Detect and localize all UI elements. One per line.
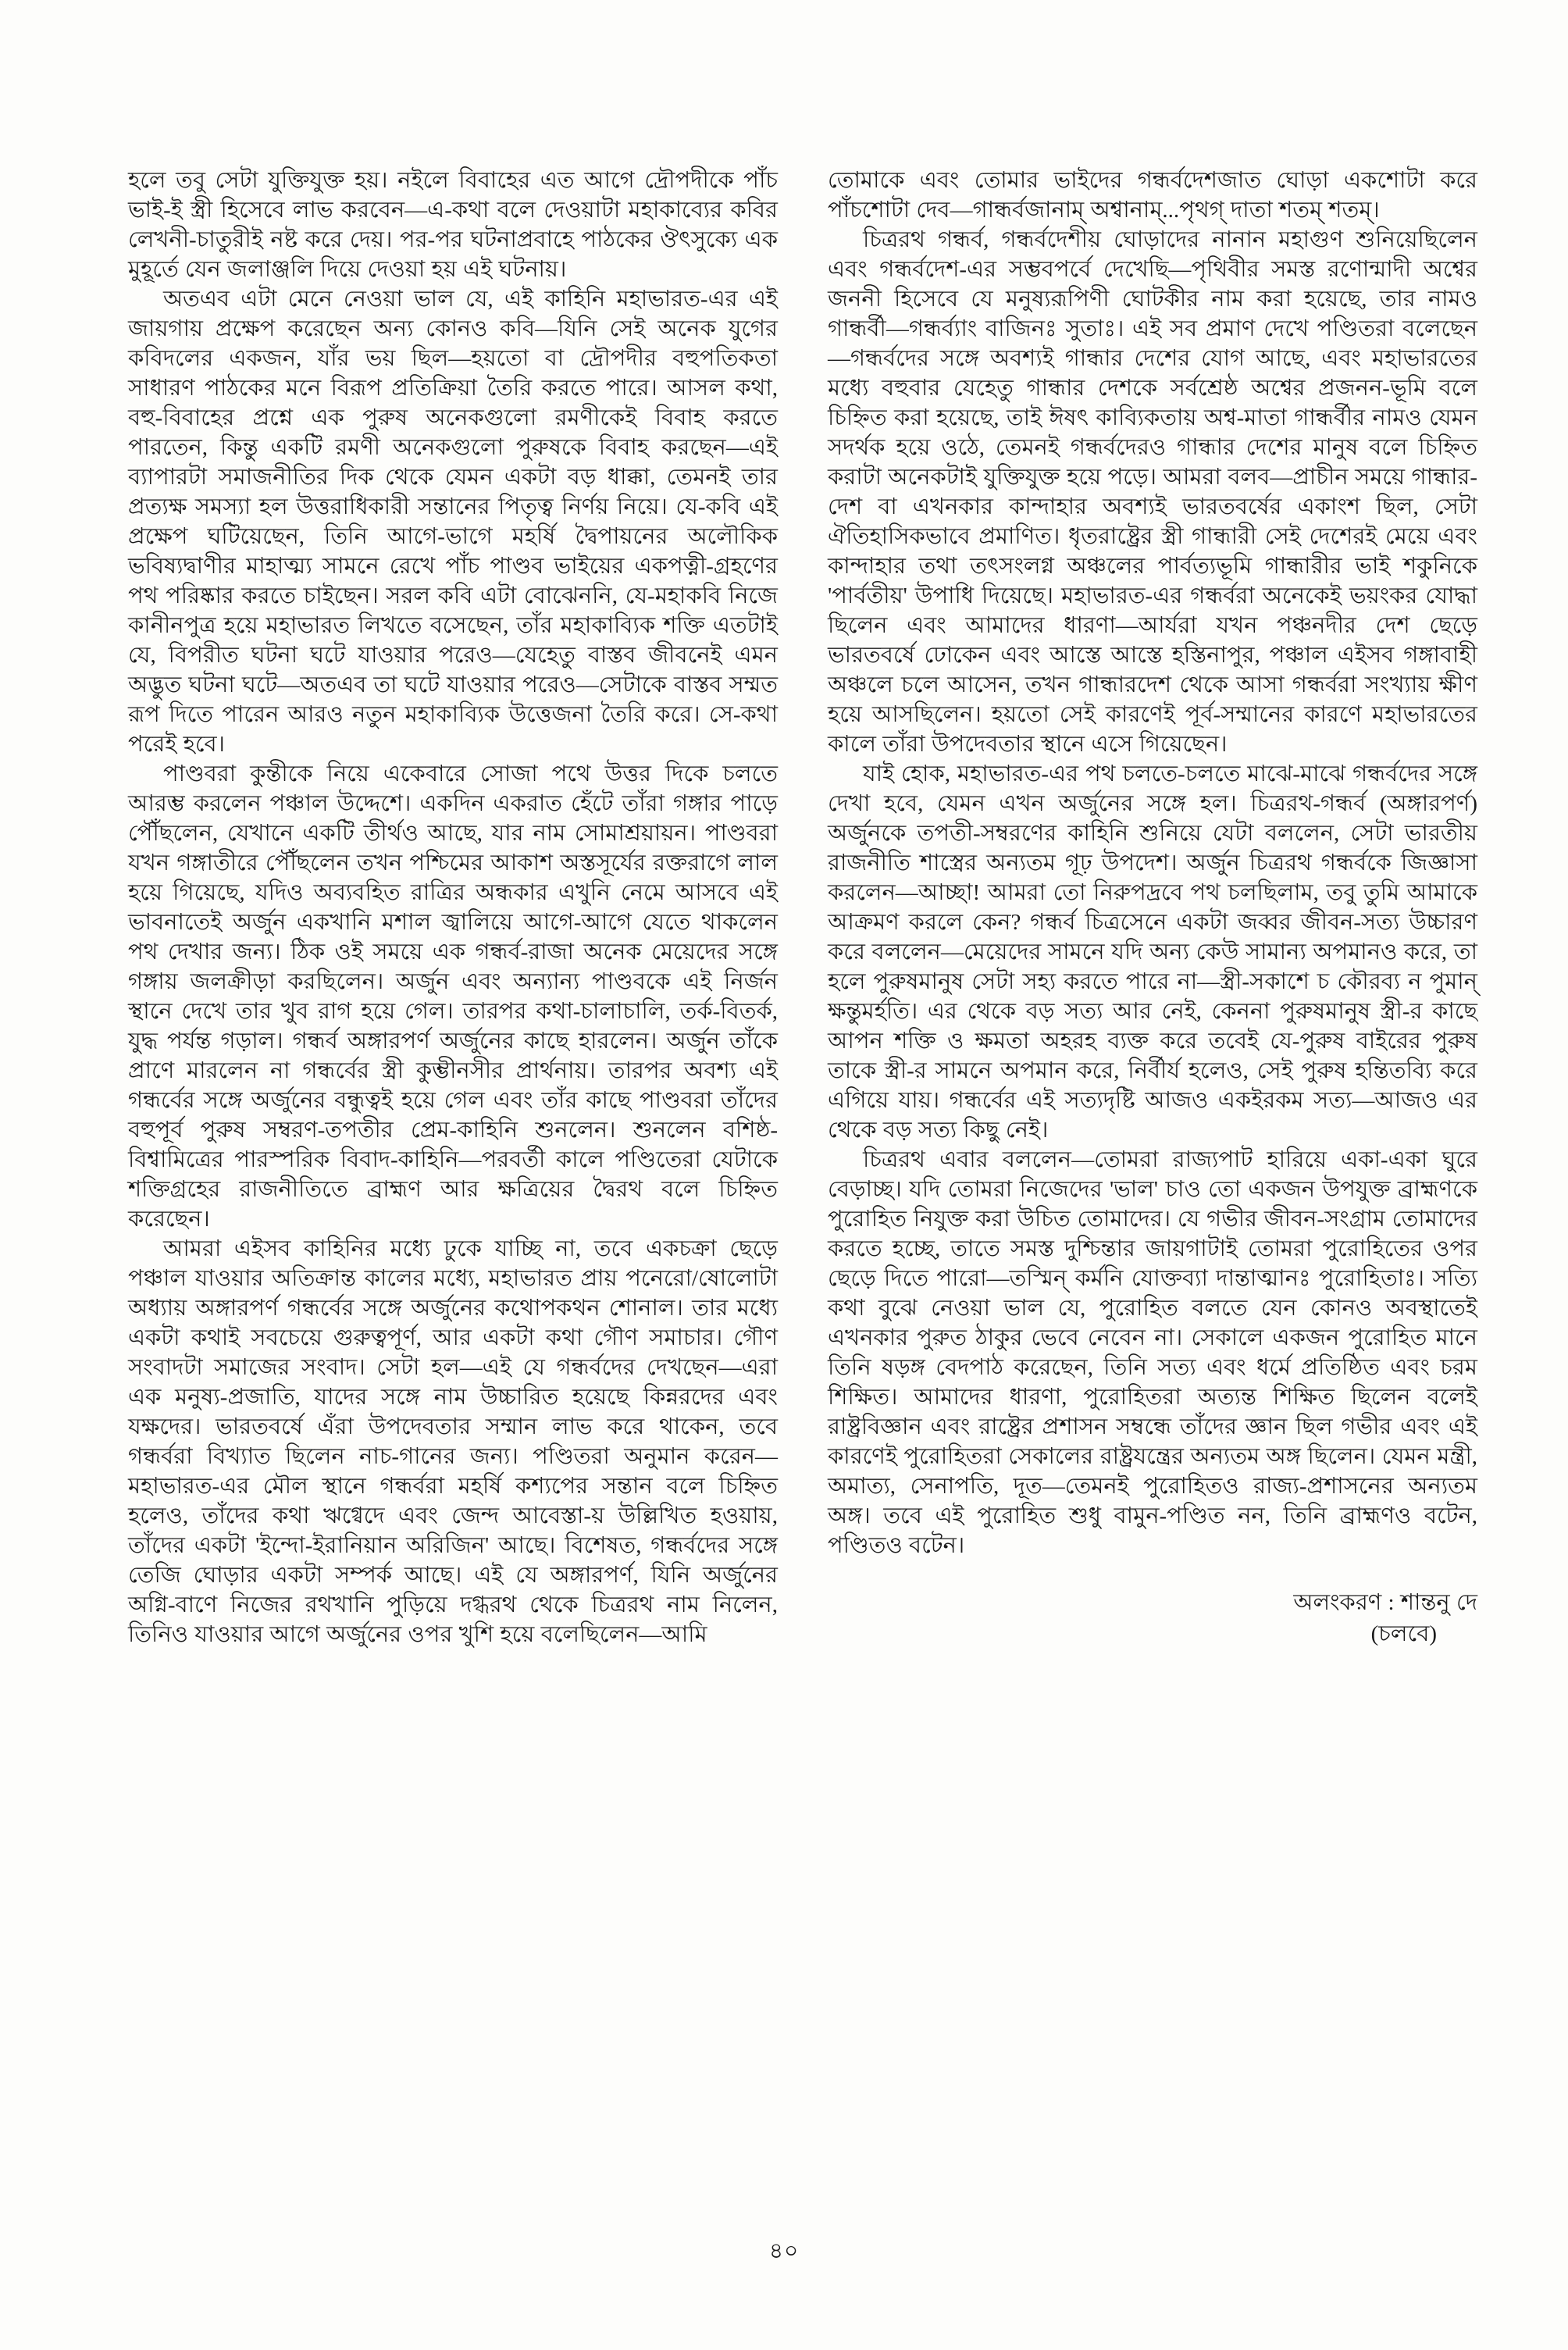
paragraph: চিত্ররথ এবার বললেন—তোমরা রাজ্যপাট হারিয়ে একা-একা ঘুরে বেড়াচ্ছ। যদি তোমরা নিজেদের 'ভাল' চাও তো একজন উপযুক্ত ব্রাহ্মণকে পুরোহিত নিযুক্ত করা উচিত তোমাদের। যে গভীর জীবন-সংগ্রাম তোমাদের করতে হচ্ছে, তাতে সমস্ত দুশ্চিন্তার জায়গাটাই তোমরা পুরোহিতের ওপর ছেড়ে দিতে পারো—তস্মিন্ কর্মনি যোক্তব্যা দান্তাত্মানঃ পুরোহিতাঃ। সত্যি কথা বুঝে নেওয়া ভাল যে, পুরোহিত বলতে যেন কোনও অবস্থাতেই এখনকার পুরুত ঠাকুর ভেবে নেবেন না। সেকালে একজন পুরোহিত মানে তিনি ষড়ঙ্গ বেদপাঠ করেছেন, তিনি সত্য এবং ধর্মে প্রতিষ্ঠিত এবং চরম শিক্ষিত। আমাদের ধারণা, পুরোহিতরা অত্যন্ত শিক্ষিত ছিলেন বলেই রাষ্ট্রবিজ্ঞান এবং রাষ্ট্রের প্রশাসন সম্বন্ধে তাঁদের জ্ঞান ছিল গভীর এবং এই কারণেই পুরোহিতরা সেকালের রাষ্ট্রযন্ত্রের অন্যতম অঙ্গ ছিলেন। যেমন মন্ত্রী, অমাত্য, সেনাপতি, দূত—তেমনই পুরোহিতও রাজ্য-প্রশাসনের অন্যতম অঙ্গ। তবে এই পুরোহিত শুধু বামুন-পণ্ডিত নন, তিনি ব্রাহ্মণও বটেন, পণ্ডিতও বটেন। (828, 1147, 1477, 1558)
paragraph: অতএব এটা মেনে নেওয়া ভাল যে, এই কাহিনি মহাভারত-এর এই জায়গায় প্রক্ষেপ করেছেন অন্য কোনও কবি—যিনি সেই অনেক যুগের কবিদলের একজন, যাঁর ভয় ছিল—হয়তো বা দ্রৌপদীর বহুপতিকতা সাধারণ পাঠকের মনে বিরূপ প্রতিক্রিয়া তৈরি করতে পারে। আসল কথা, বহু-বিবাহের প্রশ্নে এক পুরুষ অনেকগুলো রমণীকেই বিবাহ করতে পারতেন, কিন্তু একটি রমণী অনেকগুলো পুরুষকে বিবাহ করছেন—এই ব্যাপারটা সমাজনীতির দিক থেকে যেমন একটা বড় ধাক্কা, তেমনই তার প্রত্যক্ষ সমস্যা হল উত্তরাধিকারী সন্তানের পিতৃত্ব নির্ণয় নিয়ে। যে-কবি এই প্রক্ষেপ ঘটিয়েছেন, তিনি আগে-ভাগে মহর্ষি দ্বৈপায়নের অলৌকিক ভবিষ্যদ্বাণীর মাহাত্ম্য সামনে রেখে পাঁচ পাণ্ডব ভাইয়ের একপত্নী-গ্রহণের পথ পরিষ্কার করতে চাইছেন। সরল কবি এটা বোঝেননি, যে-মহাকবি নিজে কানীনপুত্র হয়ে মহাভারত লিখতে বসেছেন, তাঁর মহাকাব্যিক শক্তি এতটাই যে, বিপরীত ঘটনা ঘটে যাওয়ার পরেও—যেহেতু বাস্তব জীবনেই এমন অদ্ভুত ঘটনা ঘটে—অতএব তা ঘটে যাওয়ার পরেও—সেটাকে বাস্তব সম্মত রূপ দিতে পারেন আরও নতুন মহাকাব্যিক উত্তেজনা তৈরি করে। সে-কথা পরেই হবে। (128, 287, 778, 757)
left-column (128, 166, 778, 1649)
to-be-continued-note: (চলবে) (1370, 1621, 1437, 1646)
paragraph: হলে তবু সেটা যুক্তিযুক্ত হয়। নইলে বিবাহের এত আগে দ্রৌপদীকে পাঁচ ভাই-ই স্ত্রী হিসেবে লাভ করবেন—এ-কথা বলে দেওয়াটা মহাকাব্যের কবির লেখনী-চাতুরীই নষ্ট করে দেয়। পর-পর ঘটনাপ্রবাহে পাঠকের ঔৎসুক্যে এক মুহূর্তে যেন জলাঞ্জলি দিয়ে দেওয়া হয় এই ঘটনায়। (128, 168, 778, 282)
paragraph: পাণ্ডবরা কুন্তীকে নিয়ে একেবারে সোজা পথে উত্তর দিকে চলতে আরম্ভ করলেন পঞ্চাল উদ্দেশে। একদিন একরাত হেঁটে তাঁরা গঙ্গার পাড়ে পৌঁছলেন, যেখানে একটি তীর্থও আছে, যার নাম সোমাশ্রয়ায়ন। পাণ্ডবরা যখন গঙ্গাতীরে পৌঁছলেন তখন পশ্চিমের আকাশ অস্তসূর্যের রক্তরাগে লাল হয়ে গিয়েছে, যদিও অব্যবহিত রাত্রির অন্ধকার এখুনি নেমে আসবে এই ভাবনাতেই অর্জুন একখানি মশাল জ্বালিয়ে আগে-আগে যেতে থাকলেন পথ দেখার জন্য। ঠিক ওই সময়ে এক গন্ধর্ব-রাজা অনেক মেয়েদের সঙ্গে গঙ্গায় জলক্রীড়া করছিলেন। অর্জুন এবং অন্যান্য পাণ্ডবকে এই নির্জন স্থানে দেখে তার খুব রাগ হয়ে গেল। তারপর কথা-চালাচালি, তর্ক-বিতর্ক, যুদ্ধ পর্যন্ত গড়াল। গন্ধর্ব অঙ্গারপর্ণ অর্জুনের কাছে হারলেন। অর্জুন তাঁকে প্রাণে মারলেন না গন্ধর্বের স্ত্রী কুম্ভীনসীর প্রার্থনায়। তারপর অবশ্য এই গন্ধর্বের সঙ্গে অর্জুনের বন্ধুত্বই হয়ে গেল এবং তাঁর কাছে পাণ্ডবরা তাঁদের বহুপূর্ব পুরুষ সম্বরণ-তপতীর প্রেম-কাহিনি শুনলেন। শুনলেন বশিষ্ঠ-বিশ্বামিত্রের পারস্পরিক বিবাদ-কাহিনি—পরবর্তী কালে পণ্ডিতেরা যেটাকে শক্তিগ্রহের রাজনীতিতে ব্রাহ্মণ আর ক্ষত্রিয়ের দ্বৈরথ বলে চিহ্নিত করেছেন। (128, 761, 778, 1232)
page-number: ৪০ (768, 2239, 800, 2263)
illustration-credit: অলংকরণ : শান্তনু দে (1293, 1590, 1477, 1615)
paragraph: আমরা এইসব কাহিনির মধ্যে ঢুকে যাচ্ছি না, তবে একচক্রা ছেড়ে পঞ্চাল যাওয়ার অতিক্রান্ত কালের মধ্যে, মহাভারত প্রায় পনেরো/ষোলোটা অধ্যায় অঙ্গারপর্ণ গন্ধর্বের সঙ্গে অর্জুনের কথোপকথন শোনাল। তার মধ্যে একটা কথাই সবচেয়ে গুরুত্বপূর্ণ, আর একটা কথা গৌণ সমাচার। গৌণ সংবাদটা সমাজের সংবাদ। সেটা হল—এই যে গন্ধর্বদের দেখছেন—এরা এক মনুষ্য-প্রজাতি, যাদের সঙ্গে নাম উচ্চারিত হয়েছে কিন্নরদের এবং যক্ষদের। ভারতবর্ষে এঁরা উপদেবতার সম্মান লাভ করে থাকেন, তবে গন্ধর্বরা বিখ্যাত ছিলেন নাচ-গানের জন্য। পণ্ডিতরা অনুমান করেন—মহাভারত-এর মৌল স্থানে গন্ধর্বরা মহর্ষি কশ্যপের সন্তান বলে চিহ্নিত হলেও, তাঁদের কথা ঋগ্বেদে এবং জেন্দ আবেস্তা-য় উল্লিখিত হওয়ায়, তাঁদের একটা 'ইন্দো-ইরানিয়ান অরিজিন' আছে। বিশেষত, গন্ধর্বদের সঙ্গে তেজি ঘোড়ার একটা সম্পর্ক আছে। এই যে অঙ্গারপর্ণ, যিনি অর্জুনের অগ্নি-বাণে নিজের রথখানি পুড়িয়ে দগ্ধরথ থেকে চিত্ররথ নাম নিলেন, তিনিও যাওয়ার আগে অর্জুনের ওপর খুশি হয়ে বলেছিলেন—আমি (128, 1236, 778, 1647)
paragraph: তোমাকে এবং তোমার ভাইদের গন্ধর্বদেশজাত ঘোড়া একশোটা করে পাঁচশোটা দেব—গান্ধর্বজানাম্ অশ্বানাম্...পৃথগ্ দাতা শতম্ শতম্। (828, 168, 1477, 223)
paragraph: যাই হোক, মহাভারত-এর পথ চলতে-চলতে মাঝে-মাঝে গন্ধর্বদের সঙ্গে দেখা হবে, যেমন এখন অর্জুনের সঙ্গে হল। চিত্ররথ-গন্ধর্ব (অঙ্গারপর্ণ) অর্জুনকে তপতী-সম্বরণের কাহিনি শুনিয়ে যেটা বললেন, সেটা ভারতীয় রাজনীতি শাস্ত্রের অন্যতম গূঢ় উপদেশ। অর্জুন চিত্ররথ গন্ধর্বকে জিজ্ঞাসা করলেন—আচ্ছা! আমরা তো নিরুপদ্রবে পথ চলছিলাম, তবু তুমি আমাকে আক্রমণ করলে কেন? গন্ধর্ব চিত্রসেনে একটা জব্বর জীবন-সত্য উচ্চারণ করে বললেন—মেয়েদের সামনে যদি অন্য কেউ সামান্য অপমানও করে, তা হলে পুরুষমানুষ সেটা সহ্য করতে পারে না—স্ত্রী-সকাশে চ কৌরব্য ন পুমান্ ক্ষন্তুমর্হতি। এর থেকে বড় সত্য আর নেই, কেননা পুরুষমানুষ স্ত্রী-র কাছে আপন শক্তি ও ক্ষমতা অহরহ ব্যক্ত করে তবেই যে-পুরুষ বাইরের পুরুষ তাকে স্ত্রী-র সামনে অপমান করে, নির্বীর্য হলেও, সেই পুরুষ হন্তিতব্যি করে এগিয়ে যায়। গন্ধর্বের এই সত্যদৃষ্টি আজও একইরকম সত্য—আজও এর থেকে বড় সত্য কিছু নেই। (828, 761, 1477, 1143)
paragraph: চিত্ররথ গন্ধর্ব, গন্ধর্বদেশীয় ঘোড়াদের নানান মহাগুণ শুনিয়েছিলেন এবং গন্ধর্বদেশ-এর সম্ভবপর্বে দেখেছি—পৃথিবীর সমস্ত রণোন্মাদী অশ্বের জননী হিসেবে যে মনুষ্যরূপিণী ঘোটকীর নাম করা হয়েছে, তার নামও গান্ধর্বী—গন্ধর্ব্যাং বাজিনঃ সুতাঃ। এই সব প্রমাণ দেখে পণ্ডিতরা বলেছেন—গন্ধর্বদের সঙ্গে অবশ্যই গান্ধার দেশের যোগ আছে, এবং মহাভারতের মধ্যে বহুবার যেহেতু গান্ধার দেশকে সর্বশ্রেষ্ঠ অশ্বের প্রজনন-ভূমি বলে চিহ্নিত করা হয়েছে, তাই ঈষৎ কাব্যিকতায় অশ্ব-মাতা গান্ধর্বীর নামও যেমন সদর্থক হয়ে ওঠে, তেমনই গন্ধর্বদেরও গান্ধার দেশের মানুষ বলে চিহ্নিত করাটা অনেকটাই যুক্তিযুক্ত হয়ে পড়ে। আমরা বলব—প্রাচীন সময়ে গান্ধার-দেশ বা এখনকার কান্দাহার অবশ্যই ভারতবর্ষের একাংশ ছিল, সেটা ঐতিহাসিকভাবে প্রমাণিত। ধৃতরাষ্ট্রের স্ত্রী গান্ধারী সেই দেশেরই মেয়ে এবং কান্দাহার তথা তৎসংলগ্ন অঞ্চলের পার্বত্যভূমি গান্ধারীর ভাই শকুনিকে 'পার্বতীয়' উপাধি দিয়েছে। মহাভারত-এর গন্ধর্বরা অনেকেই ভয়ংকর যোদ্ধা ছিলেন এবং আমাদের ধারণা—আর্যরা যখন পঞ্চনদীর দেশ ছেড়ে ভারতবর্ষে ঢোকেন এবং আস্তে আস্তে হস্তিনাপুর, পঞ্চাল এইসব গঙ্গাবাহী অঞ্চলে চলে আসেন, তখন গান্ধারদেশ থেকে আসা গন্ধর্বরা সংখ্যায় ক্ষীণ হয়ে আসছিলেন। হয়তো সেই কারণেই পূর্ব-সম্মানের কারণে মহাভারতের কালে তাঁরা উপদেবতার স্থানে এসে গিয়েছেন। (828, 227, 1477, 757)
right-column (828, 166, 1477, 1649)
